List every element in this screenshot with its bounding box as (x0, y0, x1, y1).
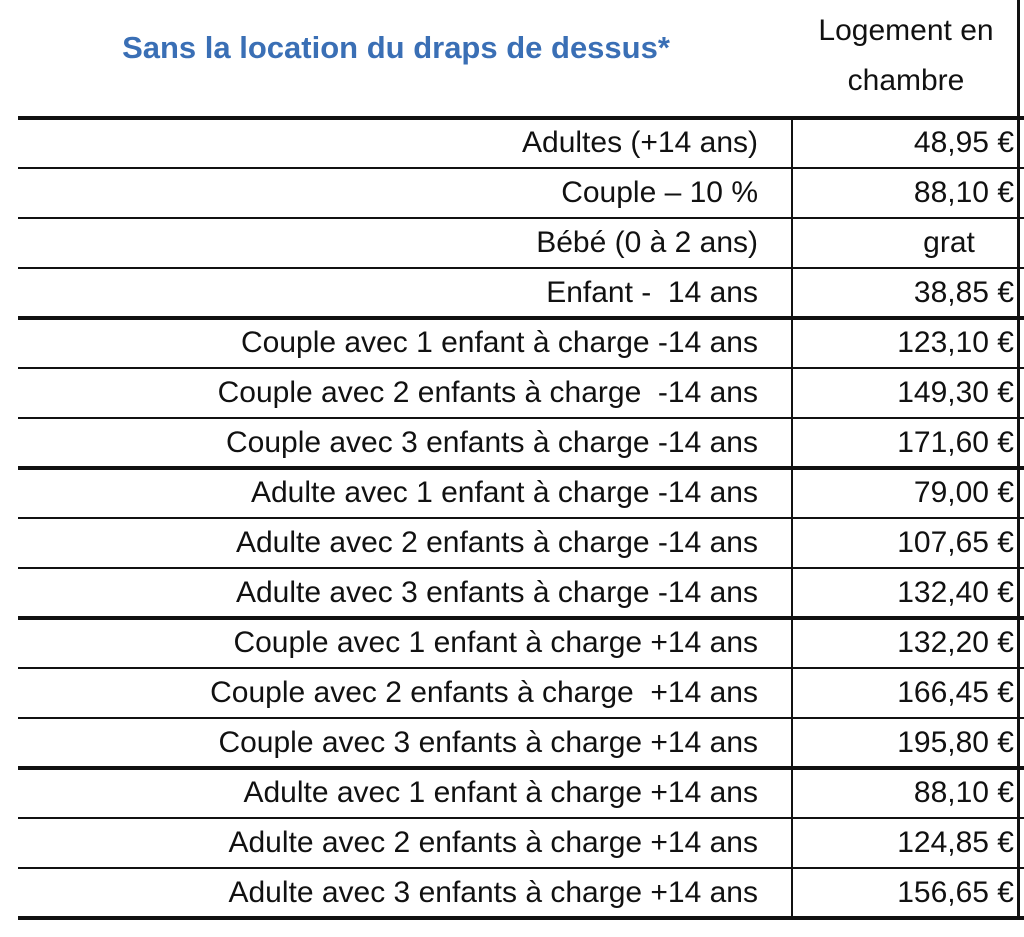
row-price: 195,80 € (897, 726, 1014, 759)
row-label: Adulte avec 3 enfants à charge +14 ans (228, 876, 758, 909)
row-price: 123,10 € (897, 326, 1014, 359)
row-price: grat (923, 226, 975, 259)
table-row (18, 367, 1024, 417)
header-divider (1017, 0, 1020, 117)
table-row (18, 717, 1024, 767)
column-header (792, 6, 1020, 106)
table-row (18, 867, 1024, 917)
row-price: 79,00 € (913, 476, 1014, 509)
table-row (18, 467, 1024, 517)
row-price: 88,10 € (913, 776, 1014, 809)
table-row (18, 817, 1024, 867)
table-row (18, 617, 1024, 667)
row-price: 171,60 € (897, 426, 1014, 459)
row-price: 166,45 € (897, 676, 1014, 709)
row-price: 48,95 € (913, 126, 1014, 159)
row-price: 156,65 € (897, 876, 1014, 909)
row-label: Couple – 10 % (561, 176, 758, 209)
table-row (18, 517, 1024, 567)
row-label: Couple avec 1 enfant à charge -14 ans (240, 326, 758, 359)
row-label: Adulte avec 3 enfants à charge -14 ans (235, 576, 758, 609)
table-row (18, 167, 1024, 217)
row-label: Adulte avec 1 enfant à charge -14 ans (250, 476, 758, 509)
row-price: 124,85 € (897, 826, 1014, 859)
table-row (18, 767, 1024, 817)
row-label: Couple avec 2 enfants à charge -14 ans (217, 376, 758, 409)
row-price: 149,30 € (897, 376, 1014, 409)
row-label: Adulte avec 1 enfant à charge +14 ans (243, 776, 758, 809)
row-label: Couple avec 3 enfants à charge +14 ans (218, 726, 758, 759)
table-title: Sans la location du draps de dessus* (122, 30, 670, 65)
row-label: Adulte avec 2 enfants à charge +14 ans (228, 826, 758, 859)
table-row (18, 117, 1024, 167)
row-label: Adulte avec 2 enfants à charge -14 ans (235, 526, 758, 559)
column-header-line-2: chambre (847, 64, 965, 97)
column-header-line-1: Logement en (818, 14, 994, 47)
row-label: Enfant - 14 ans (546, 276, 758, 309)
row-label: Bébé (0 à 2 ans) (536, 226, 758, 259)
table-row (18, 417, 1024, 467)
row-price: 38,85 € (913, 276, 1014, 309)
row-label: Couple avec 2 enfants à charge +14 ans (210, 676, 758, 709)
table-row (18, 267, 1024, 317)
row-price: 132,20 € (897, 626, 1014, 659)
table-row (18, 317, 1024, 367)
row-price: 88,10 € (913, 176, 1014, 209)
table-row (18, 217, 1024, 267)
price-table (18, 117, 1024, 917)
row-label: Couple avec 1 enfant à charge +14 ans (233, 626, 758, 659)
row-price: 107,65 € (897, 526, 1014, 559)
row-label: Adultes (+14 ans) (522, 126, 758, 159)
row-price: 132,40 € (897, 576, 1014, 609)
row-label: Couple avec 3 enfants à charge -14 ans (225, 426, 758, 459)
table-row (18, 667, 1024, 717)
table-row (18, 567, 1024, 617)
